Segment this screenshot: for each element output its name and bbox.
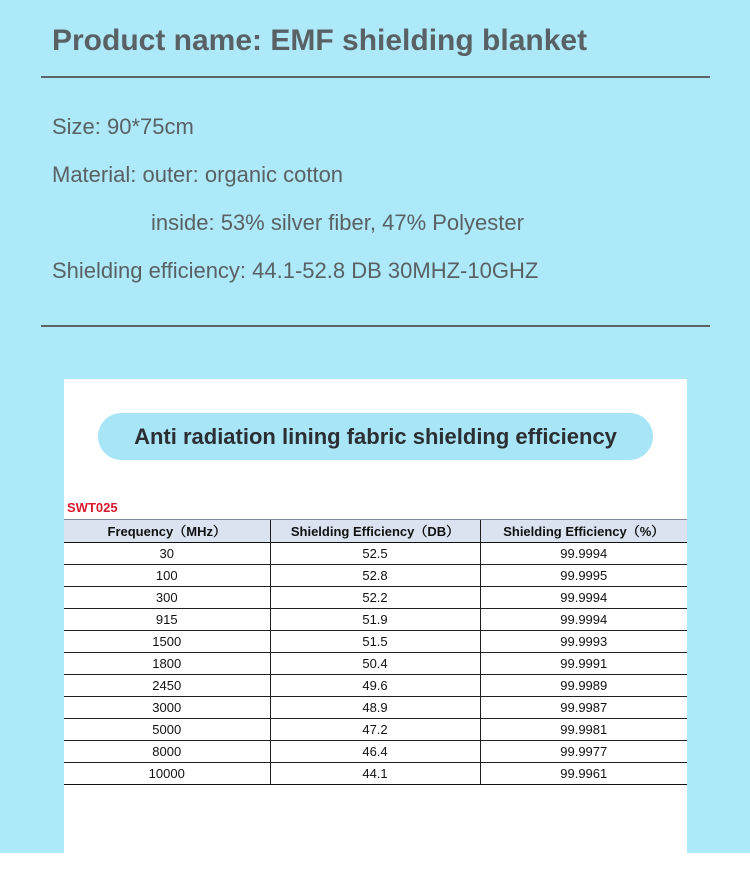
frequency-cell: 915: [64, 609, 270, 631]
material-outer-spec: Material: outer: organic cotton: [52, 162, 344, 187]
frequency-cell: 3000: [64, 697, 270, 719]
percent-cell: 99.9989: [480, 675, 687, 697]
percent-cell: 99.9987: [480, 697, 687, 719]
frequency-column-header: Frequency（MHz）: [64, 520, 270, 543]
table-row: [64, 543, 687, 565]
table-row: [64, 653, 687, 675]
percent-cell: 99.9977: [480, 741, 687, 763]
db-cell: 50.4: [270, 653, 480, 675]
table-row: [64, 609, 687, 631]
product-title: Product name: EMF shielding blanket: [52, 24, 588, 57]
frequency-cell: 300: [64, 587, 270, 609]
table-row: [64, 675, 687, 697]
table-row: [64, 741, 687, 763]
shielding-efficiency-table: [64, 519, 687, 785]
percent-cell: 99.9995: [480, 565, 687, 587]
percent-cell: 99.9994: [480, 609, 687, 631]
frequency-cell: 100: [64, 565, 270, 587]
db-cell: 49.6: [270, 675, 480, 697]
percent-cell: 99.9991: [480, 653, 687, 675]
percent-cell: 99.9993: [480, 631, 687, 653]
db-cell: 52.2: [270, 587, 480, 609]
percent-column-header: Shielding Efficiency（%）: [480, 520, 687, 543]
table-row: [64, 763, 687, 785]
frequency-cell: 30: [64, 543, 270, 565]
percent-cell: 99.9994: [480, 543, 687, 565]
efficiency-banner: Anti radiation lining fabric shielding efficiency: [98, 413, 653, 460]
db-column-header: Shielding Efficiency（DB）: [270, 520, 480, 543]
db-cell: 48.9: [270, 697, 480, 719]
db-cell: 52.8: [270, 565, 480, 587]
material-inside-spec: inside: 53% silver fiber, 47% Polyester: [151, 210, 524, 235]
bottom-divider: [41, 325, 710, 327]
db-cell: 51.5: [270, 631, 480, 653]
frequency-cell: 1500: [64, 631, 270, 653]
db-cell: 44.1: [270, 763, 480, 785]
frequency-cell: 1800: [64, 653, 270, 675]
table-row: [64, 719, 687, 741]
top-divider: [41, 76, 710, 78]
shielding-efficiency-spec: Shielding efficiency: 44.1-52.8 DB 30MHZ-10GHZ: [52, 258, 539, 283]
efficiency-card: [64, 379, 687, 853]
frequency-cell: 10000: [64, 763, 270, 785]
percent-cell: 99.9981: [480, 719, 687, 741]
table-row: [64, 697, 687, 719]
frequency-cell: 8000: [64, 741, 270, 763]
db-cell: 52.5: [270, 543, 480, 565]
table-row: [64, 587, 687, 609]
table-header-row: [64, 520, 687, 543]
table-row: [64, 565, 687, 587]
frequency-cell: 2450: [64, 675, 270, 697]
db-cell: 47.2: [270, 719, 480, 741]
db-cell: 51.9: [270, 609, 480, 631]
table-row: [64, 631, 687, 653]
size-spec: Size: 90*75cm: [52, 114, 194, 139]
percent-cell: 99.9961: [480, 763, 687, 785]
db-cell: 46.4: [270, 741, 480, 763]
model-code: SWT025: [67, 500, 118, 515]
percent-cell: 99.9994: [480, 587, 687, 609]
frequency-cell: 5000: [64, 719, 270, 741]
